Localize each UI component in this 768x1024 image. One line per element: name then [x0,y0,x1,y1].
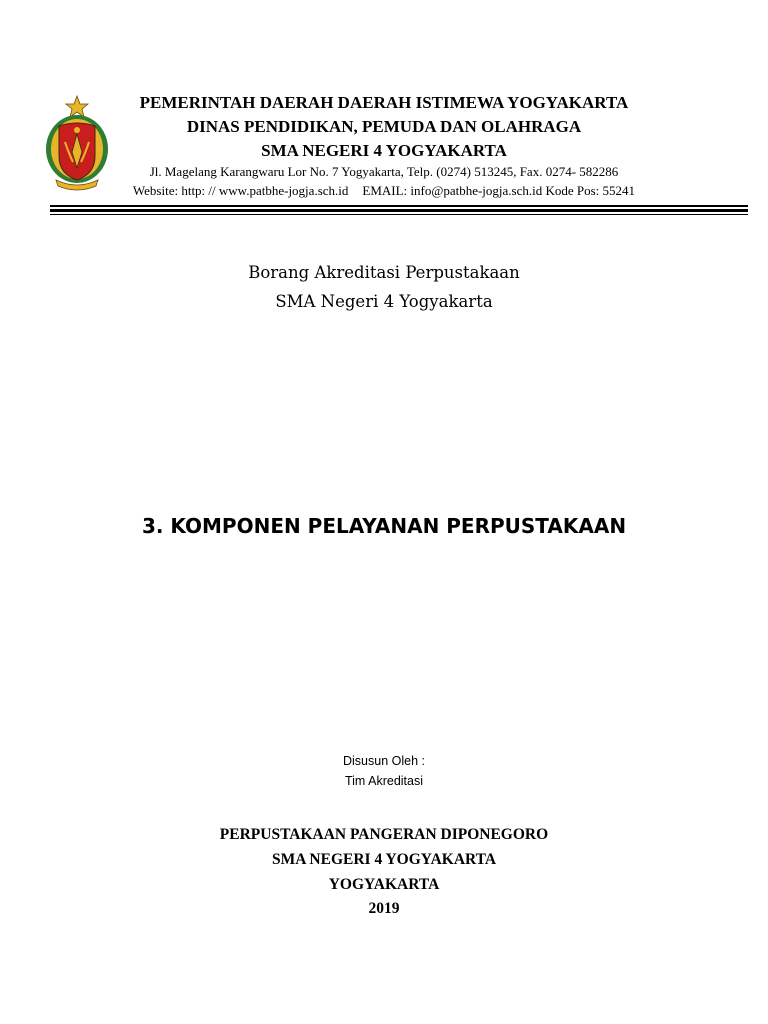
header-website: Website: http: // www.patbhe-jogja.sch.id [132,183,349,198]
compiled-by-label: Disusun Oleh : [343,754,425,768]
letterhead-rule-top [50,205,748,207]
footer-year: 2019 [368,900,400,917]
section-heading: 3. KOMPONEN PELAYANAN PERPUSTAKAAN [141,514,627,538]
header-agency-name: DINAS PENDIDIKAN, PEMUDA DAN OLAHRAGA [186,117,582,136]
footer-library-name: PERPUSTAKAAN PANGERAN DIPONEGORO [219,826,549,843]
header-school-name: SMA NEGERI 4 YOGYAKARTA [261,141,507,160]
header-address: Jl. Magelang Karangwaru Lor No. 7 Yogyakarta, Telp. (0274) 513245, Fax. 0274- 582286 [149,164,619,179]
header-contact [96,183,672,199]
footer-school-name: SMA NEGERI 4 YOGYAKARTA [271,851,497,868]
footer-city: YOGYAKARTA [328,876,440,893]
document-title: Borang Akreditasi Perpustakaan [248,263,520,282]
document-subtitle: SMA Negeri 4 Yogyakarta [275,292,493,311]
letterhead-rule-bottom [50,214,748,215]
header-email-postcode: EMAIL: info@patbhe-jogja.sch.id Kode Pos: 55241 [362,183,636,198]
compiled-by-name: Tim Akreditasi [344,774,424,788]
letterhead-rule-middle [50,209,748,212]
header-government-name: PEMERINTAH DAERAH DAERAH ISTIMEWA YOGYAKARTA [139,93,629,112]
